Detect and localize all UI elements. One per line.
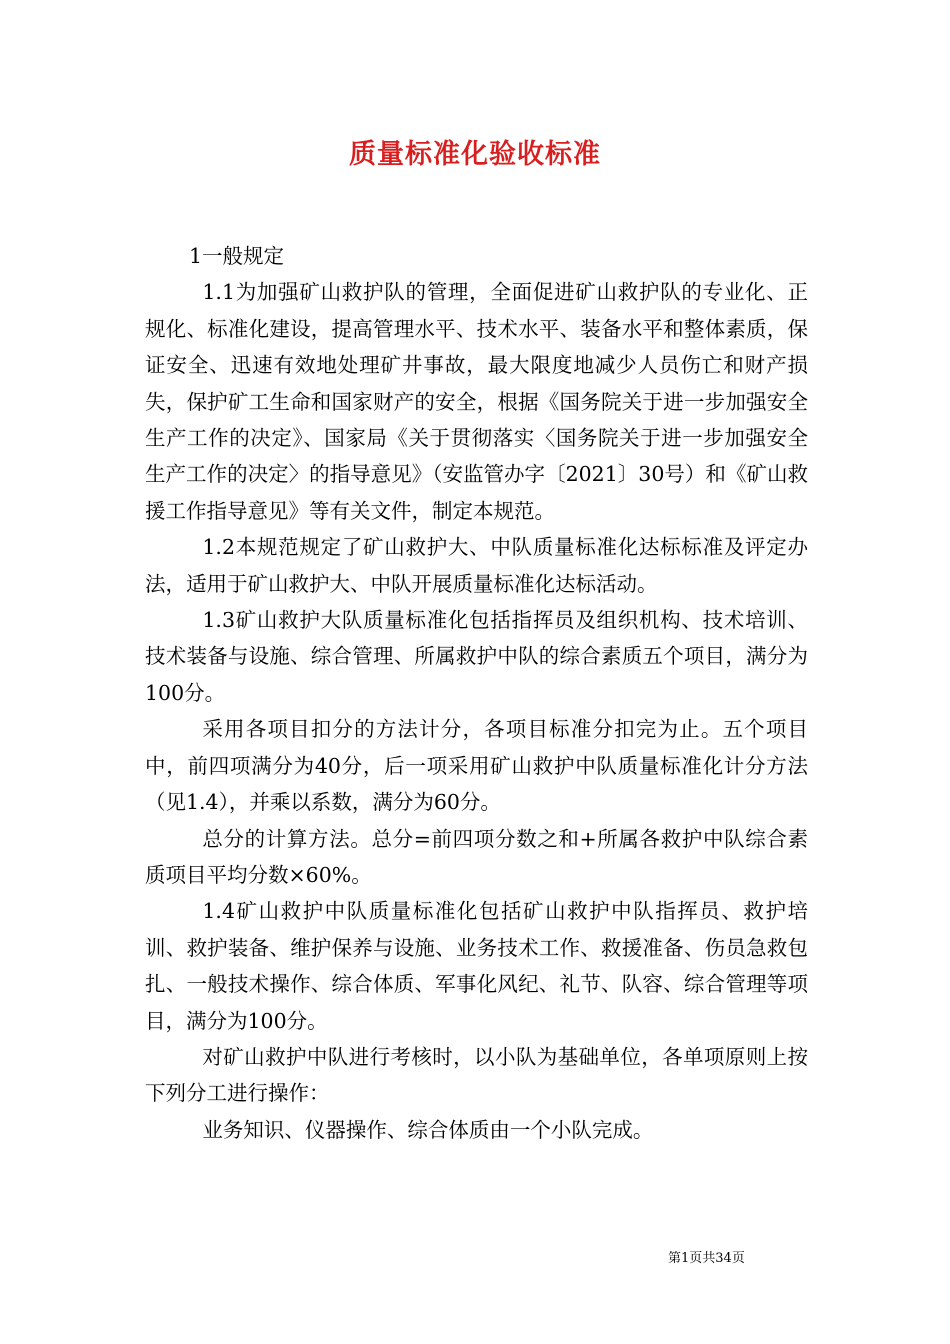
paragraph-1-4: 1.4矿山救护中队质量标准化包括矿山救护中队指挥员、救护培训、救护装备、维护保养与设施、业务技术工作、救援准备、伤员急救包扎、一般技术操作、综合体质、军事化风纪、礼节、队容、综合管理等项目，满分为100分。 xyxy=(145,899,808,1033)
document-body xyxy=(145,238,808,1148)
paragraph-team-tasks: 业务知识、仪器操作、综合体质由一个小队完成。 xyxy=(202,1117,654,1142)
paragraph-assessment: 对矿山救护中队进行考核时，以小队为基础单位，各单项原则上按下列分工进行操作： xyxy=(145,1044,808,1106)
document-title: 质量标准化验收标准 xyxy=(349,139,601,170)
section-heading: 1一般规定 xyxy=(189,244,285,268)
page-number: 第1页共34页 xyxy=(668,1251,745,1266)
paragraph-total-score: 总分的计算方法。总分=前四项分数之和+所属各救护中队综合素质项目平均分数×60%。 xyxy=(145,826,808,887)
paragraph-scoring-method: 采用各项目扣分的方法计分，各项目标准分扣完为止。五个项目中，前四项满分为40分，后一项采用矿山救护中队质量标准化计分方法（见1.4），并乘以系数，满分为60分。 xyxy=(145,717,808,815)
paragraph-1-1: 1.1为加强矿山救护队的管理，全面促进矿山救护队的专业化、正规化、标准化建设，提高管理水平、技术水平、装备水平和整体素质，保证安全、迅速有效地处理矿井事故，最大限度地减少人员伤亡和财产损失，保护矿工生命和国家财产的安全，根据《国务院关于进一步加强安全生产工作的决定》、国家局《关于贯彻落实〈国务院关于进一步加强安全生产工作的决定〉的指导意见》（安监管办字〔2021〕30号）和《矿山救援工作指导意见》等有关文件，制定本规范。 xyxy=(145,280,808,523)
paragraph-1-3: 1.3矿山救护大队质量标准化包括指挥员及组织机构、技术培训、技术装备与设施、综合管理、所属救护中队的综合素质五个项目，满分为100分。 xyxy=(145,608,808,705)
paragraph-1-2: 1.2本规范规定了矿山救护大、中队质量标准化达标标准及评定办法，适用于矿山救护大、中队开展质量标准化达标活动。 xyxy=(145,535,808,596)
